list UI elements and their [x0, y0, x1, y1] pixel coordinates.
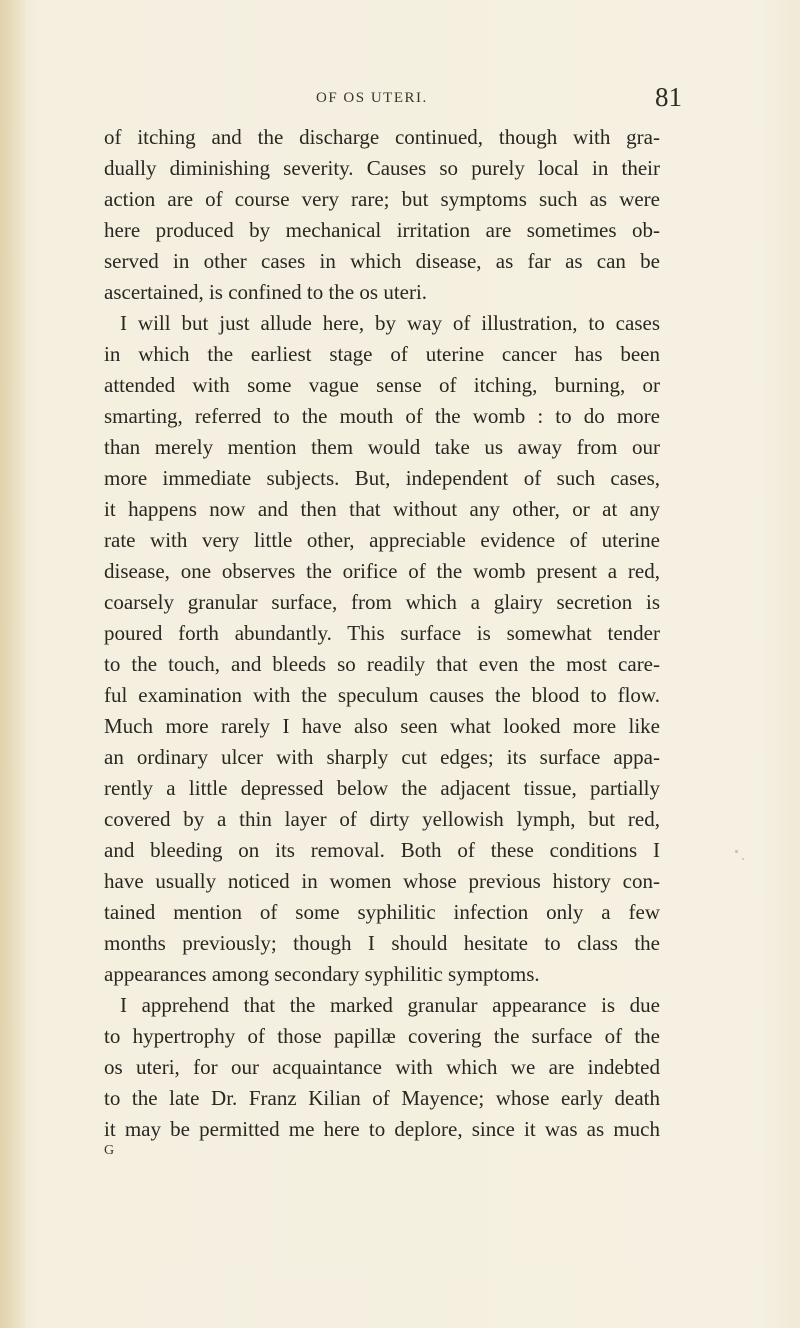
text-line: served in other cases in which disease, as far as can be — [104, 249, 660, 273]
text-line: an ordinary ulcer with sharply cut edges; its surface appa- — [104, 745, 660, 769]
text-line: I will but just allude here, by way of illustration, to cases — [120, 311, 660, 335]
text-line: of itching and the discharge continued, though with gra- — [104, 125, 660, 149]
page-header — [0, 82, 800, 118]
text-line: it may be permitted me here to deplore, since it was as much — [104, 1117, 660, 1141]
text-line: here produced by mechanical irritation are sometimes ob- — [104, 218, 660, 242]
text-line: Much more rarely I have also seen what looked more like — [104, 714, 660, 738]
text-line: I apprehend that the marked granular appearance is due — [120, 993, 660, 1017]
text-line: appearances among secondary syphilitic symptoms. — [104, 962, 540, 986]
paper-fleck — [735, 850, 738, 853]
text-line: disease, one observes the orifice of the womb present a red, — [104, 559, 660, 583]
paper-fleck — [742, 858, 744, 860]
text-line: in which the earliest stage of uterine cancer has been — [104, 342, 660, 366]
page-gutter-shading — [0, 0, 26, 1328]
text-line: ful examination with the speculum causes the blood to flow. — [104, 683, 660, 707]
text-line: ascertained, is confined to the os uteri. — [104, 280, 428, 304]
running-head: OF OS UTERI. — [316, 90, 428, 106]
text-line: rently a little depressed below the adjacent tissue, partially — [104, 776, 660, 800]
text-line: smarting, referred to the mouth of the womb : to do more — [104, 404, 660, 428]
text-line: than merely mention them would take us away from our — [104, 435, 660, 459]
text-line: attended with some vague sense of itching, burning, or — [104, 373, 660, 397]
text-line: have usually noticed in women whose previous history con- — [104, 869, 660, 893]
signature-mark: G — [104, 1143, 115, 1158]
body-text — [104, 122, 660, 1145]
text-line: coarsely granular surface, from which a glairy secretion is — [104, 590, 660, 614]
text-line: it happens now and then that without any other, or at any — [104, 497, 660, 521]
text-line: to the late Dr. Franz Kilian of Mayence; whose early death — [104, 1086, 660, 1110]
text-line: to hypertrophy of those papillæ covering the surface of the — [104, 1024, 660, 1048]
text-line: months previously; though I should hesitate to class the — [104, 931, 660, 955]
text-line: covered by a thin layer of dirty yellowish lymph, but red, — [104, 807, 660, 831]
text-line: poured forth abundantly. This surface is somewhat tender — [104, 621, 660, 645]
text-line: to the touch, and bleeds so readily that even the most care- — [104, 652, 660, 676]
text-line: and bleeding on its removal. Both of these conditions I — [104, 838, 660, 862]
text-line: more immediate subjects. But, independent of such cases, — [104, 466, 660, 490]
text-line: dually diminishing severity. Causes so purely local in their — [104, 156, 660, 180]
text-line: action are of course very rare; but symptoms such as were — [104, 187, 660, 211]
text-line: tained mention of some syphilitic infection only a few — [104, 900, 660, 924]
text-line: rate with very little other, appreciable evidence of uterine — [104, 528, 660, 552]
text-line: os uteri, for our acquaintance with which we are indebted — [104, 1055, 660, 1079]
page-number: 81 — [655, 82, 682, 112]
